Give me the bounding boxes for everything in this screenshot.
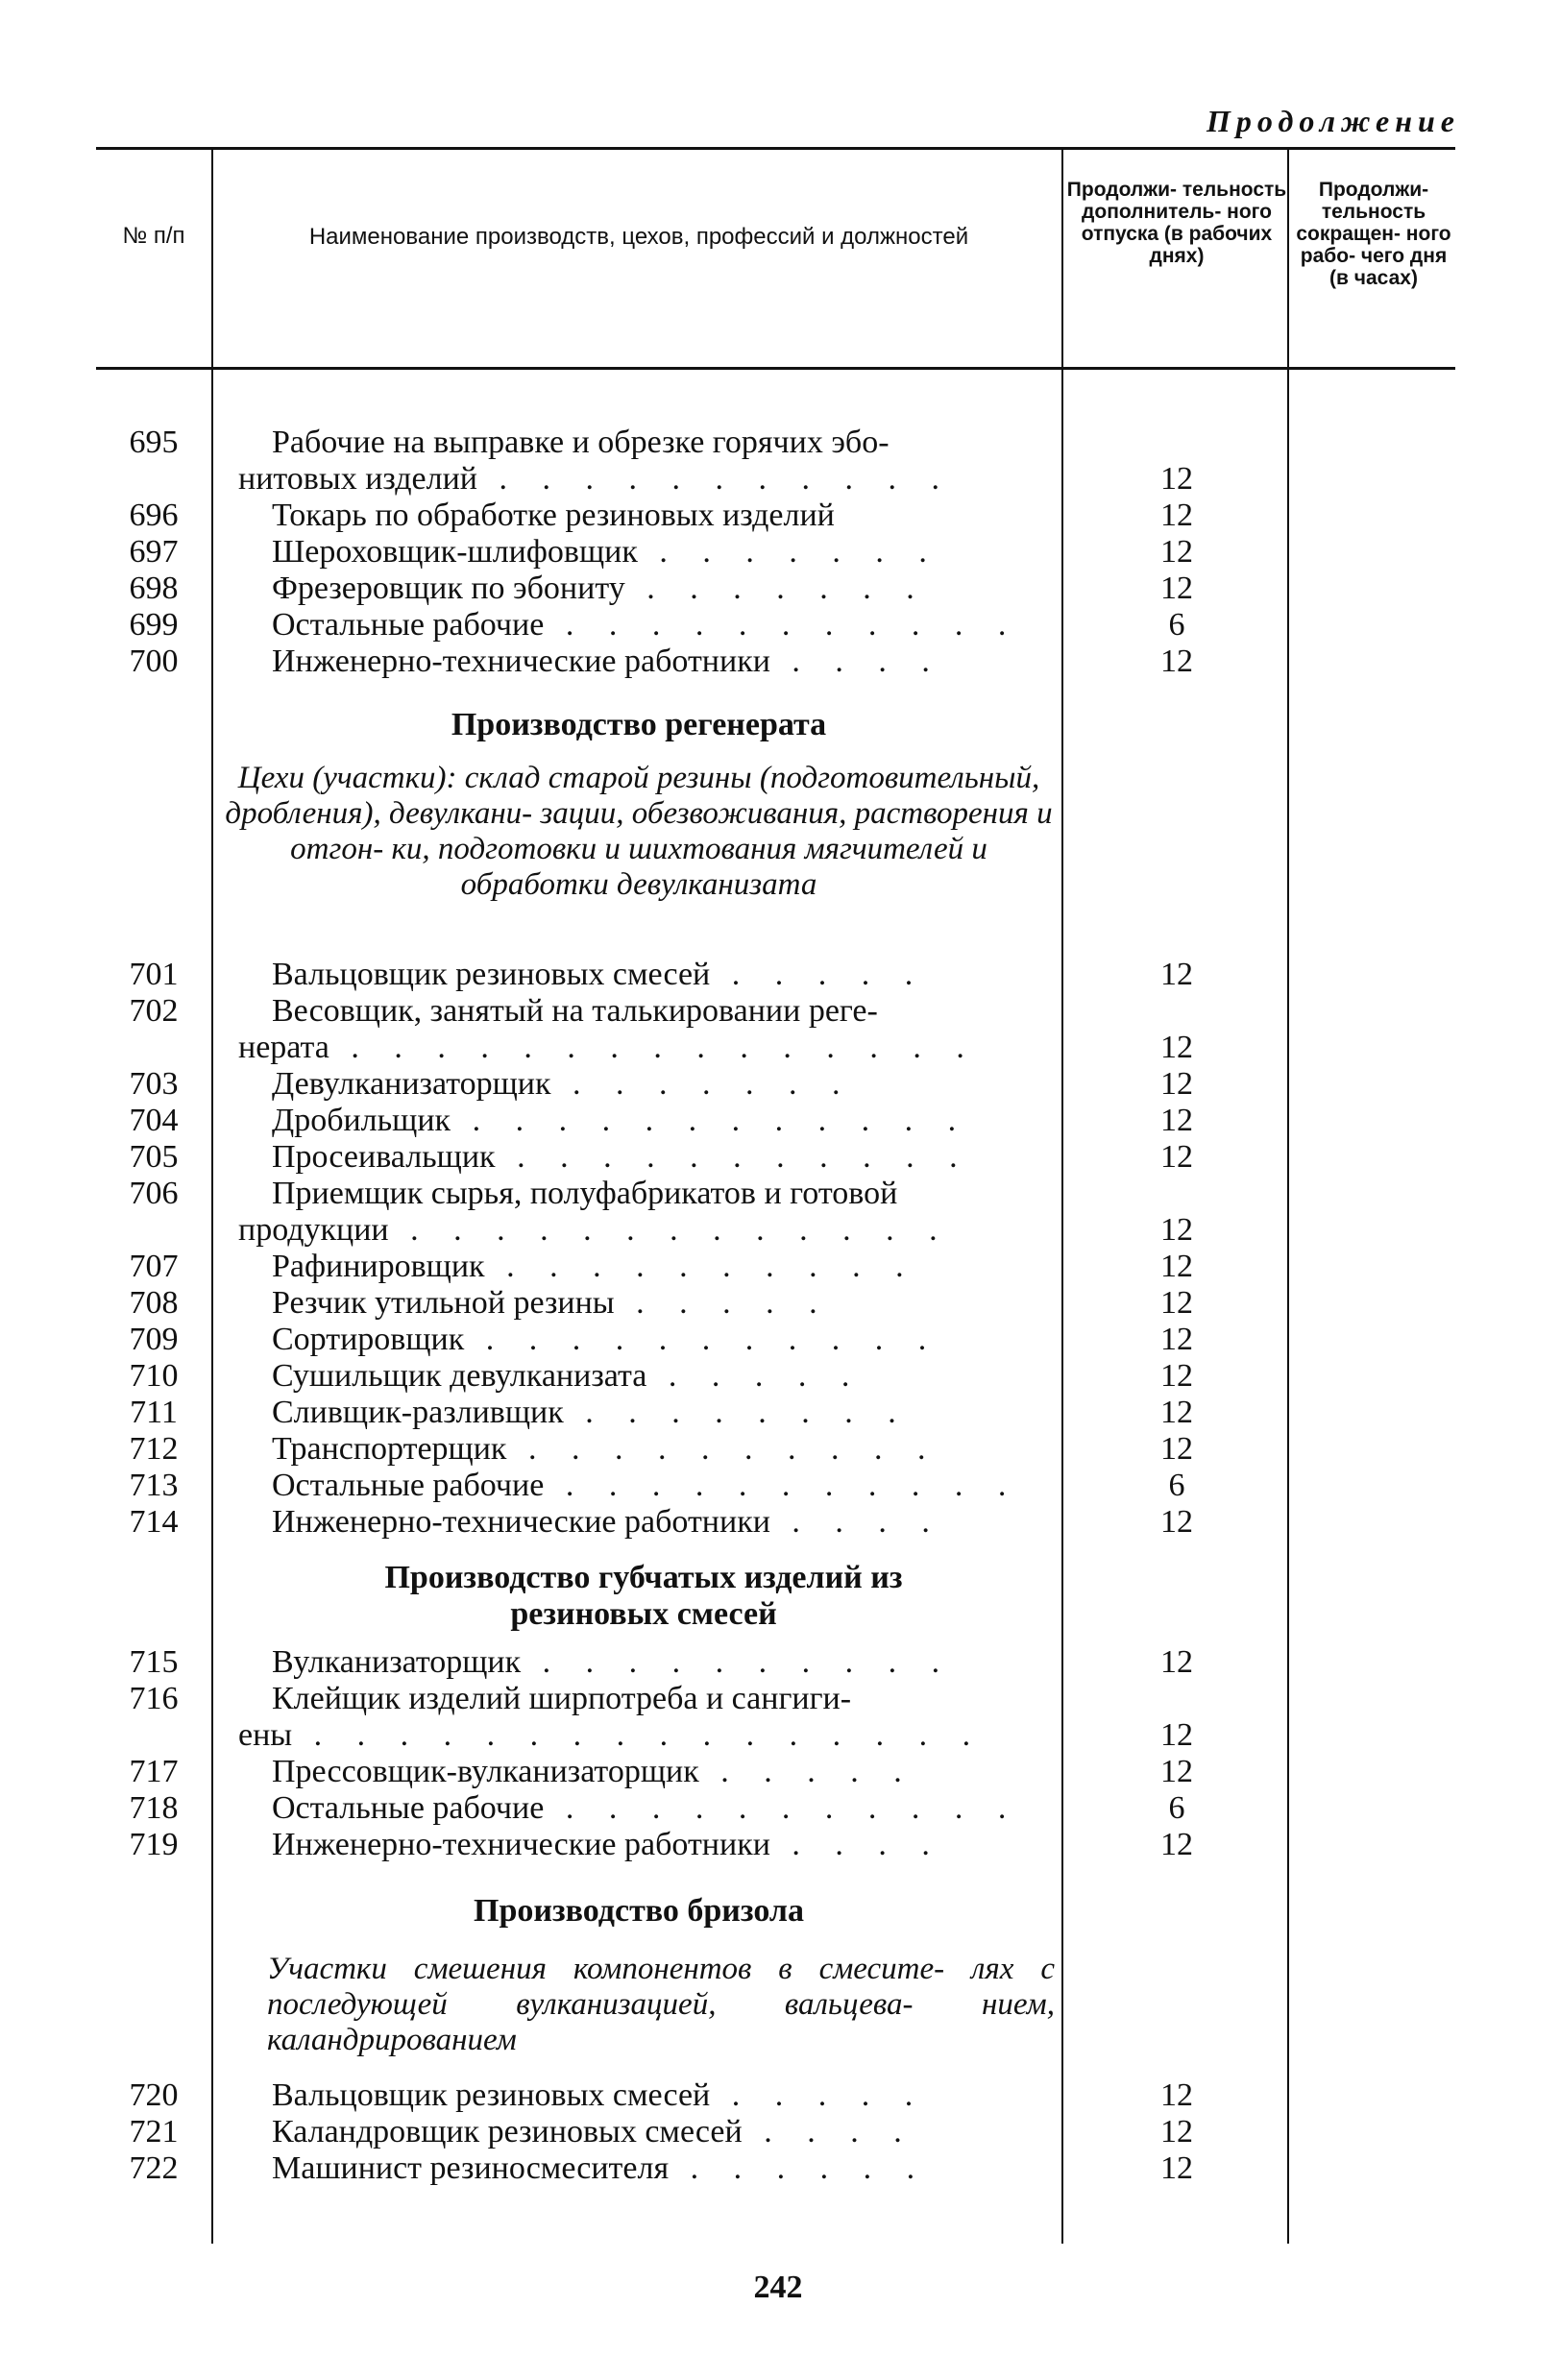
row-value: 12	[1160, 2114, 1193, 2149]
row-value: 12	[1160, 1717, 1193, 1753]
table-row	[0, 1681, 1560, 1716]
row-number: 716	[129, 1681, 179, 1716]
row-number: 720	[129, 2077, 179, 2113]
table-row: 708 Резчик утильной резины . . . . . 12	[0, 1285, 1560, 1321]
row-name: Резчик утильной резины	[272, 1285, 615, 1321]
row-name: Транспортерщик	[272, 1431, 507, 1467]
row-value: 12	[1160, 1212, 1193, 1248]
table-row: 700 Инженерно-технические работники . . . . 12	[0, 644, 1560, 679]
row-number: 714	[129, 1504, 179, 1540]
row-number: 712	[129, 1431, 179, 1467]
row-number: 707	[129, 1249, 179, 1284]
row-value: 12	[1160, 1285, 1193, 1321]
section-subtitle-brizol: Участки смешения компонентов в смесите- лях с последующей вулканизацией, вальцева- нием, каландрированием	[267, 1952, 1055, 2057]
table-row: 697 Шероховщик-шлифовщик . . . . . . . 12	[0, 534, 1560, 570]
header-number: № п/п	[122, 223, 185, 249]
row-value: 12	[1160, 957, 1193, 992]
row-name: Просеивальщик	[272, 1139, 496, 1175]
table-row: 714 Инженерно-технические работники . . . . 12	[0, 1504, 1560, 1540]
row-name: Девулканизаторщик	[272, 1066, 551, 1102]
table-row	[0, 1176, 1560, 1211]
row-number: 717	[129, 1754, 179, 1789]
table-row: 712 Транспортерщик . . . . . . . . . . 12	[0, 1431, 1560, 1467]
row-value: 6	[1168, 607, 1185, 643]
row-number: 715	[129, 1644, 179, 1680]
row-name-line1: Рабочие на выправке и обрезке горячих эбо-	[272, 425, 890, 460]
table-row: 699 Остальные рабочие . . . . . . . . . . . 6	[0, 607, 1560, 643]
table-row: 710 Сушильщик девулканизата . . . . . 12	[0, 1358, 1560, 1394]
row-name: Сливщик-разливщик	[272, 1395, 564, 1430]
table-row	[0, 993, 1560, 1029]
row-number: 719	[129, 1827, 179, 1862]
row-name: Сушильщик девулканизата	[272, 1358, 647, 1394]
header-short-day: Продолжи- тельность сокращен- ного рабо- чего дня (в часах)	[1296, 179, 1451, 289]
continuation-label: Продолжение	[1207, 104, 1460, 138]
row-value: 12	[1160, 1030, 1193, 1065]
table-row: продукции . . . . . . . . . . . . . 12	[0, 1212, 1560, 1248]
row-number: 703	[129, 1066, 179, 1102]
row-value: 12	[1160, 1395, 1193, 1430]
row-number: 710	[129, 1358, 179, 1394]
row-value: 12	[1160, 1504, 1193, 1540]
row-number: 696	[129, 498, 179, 533]
section-title-brizol: Производство бризола	[474, 1893, 804, 1929]
row-name: Инженерно-технические работники	[272, 644, 770, 679]
row-value: 12	[1160, 2077, 1193, 2113]
table-row: 719 Инженерно-технические работники . . . . 12	[0, 1827, 1560, 1862]
row-value: 6	[1168, 1790, 1185, 1826]
row-name: Прессовщик-вулканизаторщик	[272, 1754, 699, 1789]
row-value: 12	[1160, 1322, 1193, 1357]
row-value: 12	[1160, 1358, 1193, 1394]
header-bottom-rule	[96, 367, 1455, 370]
row-number: 700	[129, 644, 179, 679]
section-title-regenerate: Производство регенерата	[451, 707, 827, 742]
row-name: Вулканизаторщик	[272, 1644, 522, 1680]
row-name: Машинист резиносмесителя	[272, 2150, 670, 2186]
row-value: 12	[1160, 1431, 1193, 1467]
row-number: 711	[130, 1395, 178, 1430]
table-row: 704 Дробильщик . . . . . . . . . . . . 12	[0, 1103, 1560, 1138]
row-number: 722	[129, 2150, 179, 2186]
table-row: ены . . . . . . . . . . . . . . . . 12	[0, 1717, 1560, 1753]
row-number: 705	[129, 1139, 179, 1175]
row-name-line1: Клейщик изделий ширпотреба и сангиги-	[272, 1681, 852, 1716]
row-value: 6	[1168, 1468, 1185, 1503]
table-row	[0, 425, 1560, 460]
page-number: 242	[753, 2270, 803, 2305]
row-number: 706	[129, 1176, 179, 1211]
table-row: 707 Рафинировщик . . . . . . . . . . 12	[0, 1249, 1560, 1284]
row-name: Шероховщик-шлифовщик	[272, 534, 638, 570]
row-name: Рафинировщик	[272, 1249, 485, 1284]
row-number: 699	[129, 607, 179, 643]
row-name-line2: нитовых изделий	[238, 461, 477, 497]
row-value: 12	[1160, 1249, 1193, 1284]
table-row: 715 Вулканизаторщик . . . . . . . . . . 12	[0, 1644, 1560, 1680]
table-row: 703 Девулканизаторщик . . . . . . . 12	[0, 1066, 1560, 1102]
row-number: 695	[129, 425, 179, 460]
row-name-line2: продукции	[238, 1212, 389, 1248]
row-number: 721	[129, 2114, 179, 2149]
section-title-sponge: Производство губчатых изделий из резиновых смесей	[384, 1560, 903, 1632]
row-number: 701	[129, 957, 179, 992]
row-value: 12	[1160, 1139, 1193, 1175]
row-value: 12	[1160, 2150, 1193, 2186]
table-row: 718 Остальные рабочие . . . . . . . . . . . 6	[0, 1790, 1560, 1826]
table-row: 701 Вальцовщик резиновых смесей . . . . . 12	[0, 957, 1560, 992]
row-value: 12	[1160, 571, 1193, 606]
row-value: 12	[1160, 1066, 1193, 1102]
row-value: 12	[1160, 644, 1193, 679]
table-row: 711 Сливщик-разливщик . . . . . . . . 12	[0, 1395, 1560, 1430]
row-number: 713	[129, 1468, 179, 1503]
row-value: 12	[1160, 1644, 1193, 1680]
row-name-line2: ены	[238, 1717, 293, 1753]
row-number: 718	[129, 1790, 179, 1826]
row-name: Каландровщик резиновых смесей	[272, 2114, 743, 2149]
row-number: 708	[129, 1285, 179, 1321]
row-value: 12	[1160, 1754, 1193, 1789]
row-name: Инженерно-технические работники	[272, 1827, 770, 1862]
row-number: 698	[129, 571, 179, 606]
row-name: Остальные рабочие	[272, 607, 545, 643]
table-row: 720 Вальцовщик резиновых смесей . . . . . 12	[0, 2077, 1560, 2113]
header-name: Наименование производств, цехов, профессий и должностей	[308, 224, 969, 250]
row-number: 709	[129, 1322, 179, 1357]
row-value: 12	[1160, 1103, 1193, 1138]
table-row: 705 Просеивальщик . . . . . . . . . . . 12	[0, 1139, 1560, 1175]
table-row: 709 Сортировщик . . . . . . . . . . . 12	[0, 1322, 1560, 1357]
row-name-line1: Приемщик сырья, полуфабрикатов и готовой	[272, 1176, 898, 1211]
table-row: 698 Фрезеровщик по эбониту . . . . . . . 12	[0, 571, 1560, 606]
table-row	[0, 498, 1560, 533]
table-row: 717 Прессовщик-вулканизаторщик . . . . . 12	[0, 1754, 1560, 1789]
table-top-rule	[96, 147, 1455, 150]
row-name: Дробильщик	[272, 1103, 451, 1138]
row-value: 12	[1160, 534, 1193, 570]
row-number: 702	[129, 993, 179, 1029]
row-name: Токарь по обработке резиновых изделий	[272, 498, 835, 533]
row-name: Остальные рабочие	[272, 1468, 545, 1503]
row-name: Фрезеровщик по эбониту	[272, 571, 625, 606]
row-name-line1: Весовщик, занятый на талькировании реге-	[272, 993, 878, 1029]
row-name: Вальцовщик резиновых смесей	[272, 957, 711, 992]
row-value: 12	[1160, 1827, 1193, 1862]
table-row: 721 Каландровщик резиновых смесей . . . . 12	[0, 2114, 1560, 2149]
row-number: 704	[129, 1103, 179, 1138]
table-row: нерата . . . . . . . . . . . . . . . 12	[0, 1030, 1560, 1065]
row-name: Вальцовщик резиновых смесей	[272, 2077, 711, 2113]
table-row: 722 Машинист резиносмесителя . . . . . . 12	[0, 2150, 1560, 2186]
section-subtitle-regenerate: Цехи (участки): склад старой резины (подготовительный, дробления), девулкани- зации, обезвоживания, растворения и отгон- ки, подготовки и шихтования мягчителей и обработки девулканизата	[225, 761, 1053, 902]
table-row: 713 Остальные рабочие . . . . . . . . . . . 6	[0, 1468, 1560, 1503]
row-value: 12	[1160, 498, 1193, 533]
table-row: 695 нитовых изделий . . . . . . . . . . . 12	[0, 461, 1560, 497]
row-number: 697	[129, 534, 179, 570]
header-additional-leave: Продолжи- тельность дополнитель- ного отпуска (в рабочих днях)	[1066, 179, 1287, 267]
row-name: Остальные рабочие	[272, 1790, 545, 1826]
row-name: Инженерно-технические работники	[272, 1504, 770, 1540]
row-value: 12	[1160, 461, 1193, 497]
row-name-line2: нерата	[238, 1030, 329, 1065]
row-name: Сортировщик	[272, 1322, 465, 1357]
